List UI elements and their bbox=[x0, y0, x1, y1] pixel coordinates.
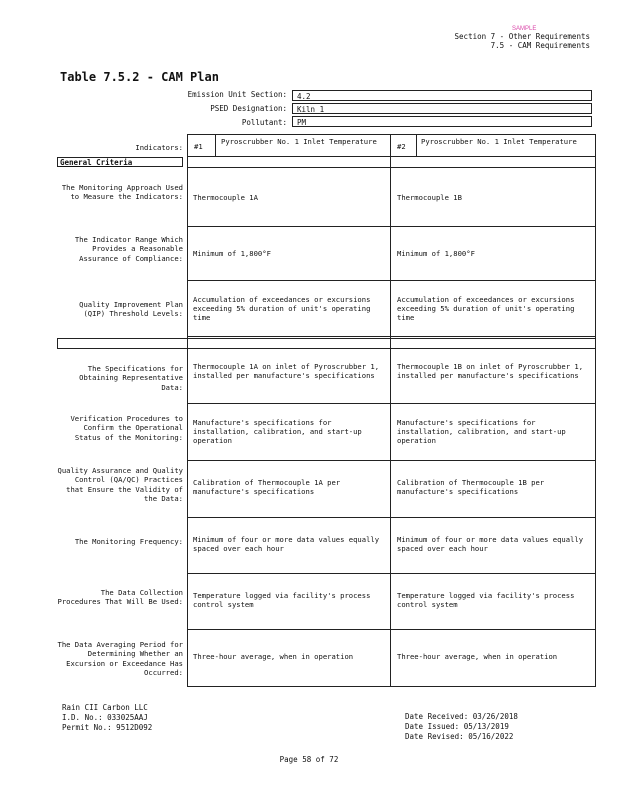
sample-stamp: SAMPLE bbox=[512, 26, 537, 32]
rule bbox=[187, 156, 596, 157]
general-criteria-heading: General Criteria bbox=[57, 157, 183, 167]
rule bbox=[187, 460, 596, 461]
emission-unit-label: Emission Unit Section: bbox=[187, 90, 287, 99]
row-monitoring-approach-col2: Thermocouple 1B bbox=[397, 193, 462, 202]
row-label-indicator-range: The Indicator Range Which Provides a Reasonable Assurance of Compliance: bbox=[74, 235, 183, 263]
rule bbox=[57, 338, 58, 348]
pollutant-value: PM bbox=[292, 116, 592, 127]
row-label-averaging-period: The Data Averaging Period for Determining Whether an Excursion or Exceedance Has Occurred: bbox=[57, 640, 183, 678]
section-title: Section 7 - Other Requirements bbox=[454, 32, 590, 41]
row-qa-qc-col1: Calibration of Thermocouple 1A per manufacture's specifications bbox=[193, 478, 341, 496]
row-label-frequency: The Monitoring Frequency: bbox=[74, 537, 183, 546]
facility-id: I.D. No.: 033025AAJ bbox=[62, 713, 148, 722]
row-verification-col1: Manufacture's specifications for installation, calibration, and start-up operation bbox=[193, 418, 362, 445]
indicator-1-number: #1 bbox=[194, 142, 203, 151]
row-frequency-col2: Minimum of four or more data values equally spaced over each hour bbox=[397, 535, 584, 553]
rule bbox=[57, 348, 596, 349]
rule bbox=[215, 134, 216, 156]
rule bbox=[187, 134, 188, 686]
subsection-title: 7.5 - CAM Requirements bbox=[490, 41, 590, 50]
row-label-qip: Quality Improvement Plan (QIP) Threshold Levels: bbox=[79, 300, 183, 319]
date-revised: Date Revised: 05/16/2022 bbox=[405, 732, 514, 741]
rule bbox=[595, 134, 596, 686]
psed-label: PSED Designation: bbox=[210, 104, 287, 113]
date-received: Date Received: 03/26/2018 bbox=[405, 712, 518, 721]
row-qa-qc-col2: Calibration of Thermocouple 1B per manufacture's specifications bbox=[397, 478, 545, 496]
row-verification-col2: Manufacture's specifications for installation, calibration, and start-up operation bbox=[397, 418, 566, 445]
indicators-label: Indicators: bbox=[135, 143, 183, 152]
row-specifications-col2: Thermocouple 1B on inlet of Pyroscrubber 1, installed per manufacture's specifications bbox=[397, 362, 584, 380]
footer-dates bbox=[405, 712, 518, 742]
row-qip-col1: Accumulation of exceedances or excursions exceeding 5% duration of unit's operating time bbox=[193, 295, 371, 322]
row-qip-col2: Accumulation of exceedances or excursions exceeding 5% duration of unit's operating time bbox=[397, 295, 575, 322]
emission-unit-value: 4.2 bbox=[292, 90, 592, 101]
rule bbox=[187, 336, 596, 337]
row-monitoring-approach-col1: Thermocouple 1A bbox=[193, 193, 258, 202]
rule bbox=[187, 686, 596, 687]
rule bbox=[187, 629, 596, 630]
rule bbox=[390, 134, 391, 686]
row-label-specifications: The Specifications for Obtaining Representative Data: bbox=[79, 364, 183, 392]
rule bbox=[187, 280, 596, 281]
row-indicator-range-col2: Minimum of 1,800°F bbox=[397, 249, 475, 258]
footer-facility-info bbox=[62, 703, 152, 733]
row-averaging-period-col1: Three-hour average, when in operation bbox=[193, 652, 354, 661]
date-issued: Date Issued: 05/13/2019 bbox=[405, 722, 509, 731]
row-specifications-col1: Thermocouple 1A on inlet of Pyroscrubber 1, installed per manufacture's specifications bbox=[193, 362, 380, 380]
indicator-2-name: Pyroscrubber No. 1 Inlet Temperature bbox=[421, 137, 577, 146]
row-label-monitoring-approach: The Monitoring Approach Used to Measure the Indicators: bbox=[61, 183, 183, 202]
rule bbox=[187, 517, 596, 518]
rule bbox=[187, 573, 596, 574]
page-number: Page 58 of 72 bbox=[279, 755, 339, 764]
row-frequency-col1: Minimum of four or more data values equally spaced over each hour bbox=[193, 535, 380, 553]
psed-value: Kiln 1 bbox=[292, 103, 592, 114]
indicator-2-number: #2 bbox=[397, 142, 406, 151]
permit-number: Permit No.: 9512D092 bbox=[62, 723, 153, 732]
table-title: Table 7.5.2 - CAM Plan bbox=[60, 70, 219, 84]
rule bbox=[57, 338, 596, 339]
row-indicator-range-col1: Minimum of 1,800°F bbox=[193, 249, 271, 258]
company-name: Rain CII Carbon LLC bbox=[62, 703, 148, 712]
rule bbox=[187, 134, 596, 135]
rule bbox=[416, 134, 417, 156]
row-data-collection-col2: Temperature logged via facility's process control system bbox=[397, 591, 575, 609]
row-label-qa-qc: Quality Assurance and Quality Control (QA/QC) Practices that Ensure the Validity of the Data: bbox=[57, 466, 183, 504]
row-label-data-collection: The Data Collection Procedures That Will Be Used: bbox=[57, 588, 183, 607]
row-data-collection-col1: Temperature logged via facility's process control system bbox=[193, 591, 371, 609]
pollutant-label: Pollutant: bbox=[241, 118, 287, 127]
rule bbox=[187, 226, 596, 227]
indicator-1-name: Pyroscrubber No. 1 Inlet Temperature bbox=[221, 137, 377, 146]
row-label-verification: Verification Procedures to Confirm the Operational Status of the Monitoring: bbox=[70, 414, 183, 442]
section-header bbox=[455, 32, 590, 50]
rule bbox=[187, 403, 596, 404]
rule bbox=[187, 167, 596, 168]
row-averaging-period-col2: Three-hour average, when in operation bbox=[397, 652, 558, 661]
